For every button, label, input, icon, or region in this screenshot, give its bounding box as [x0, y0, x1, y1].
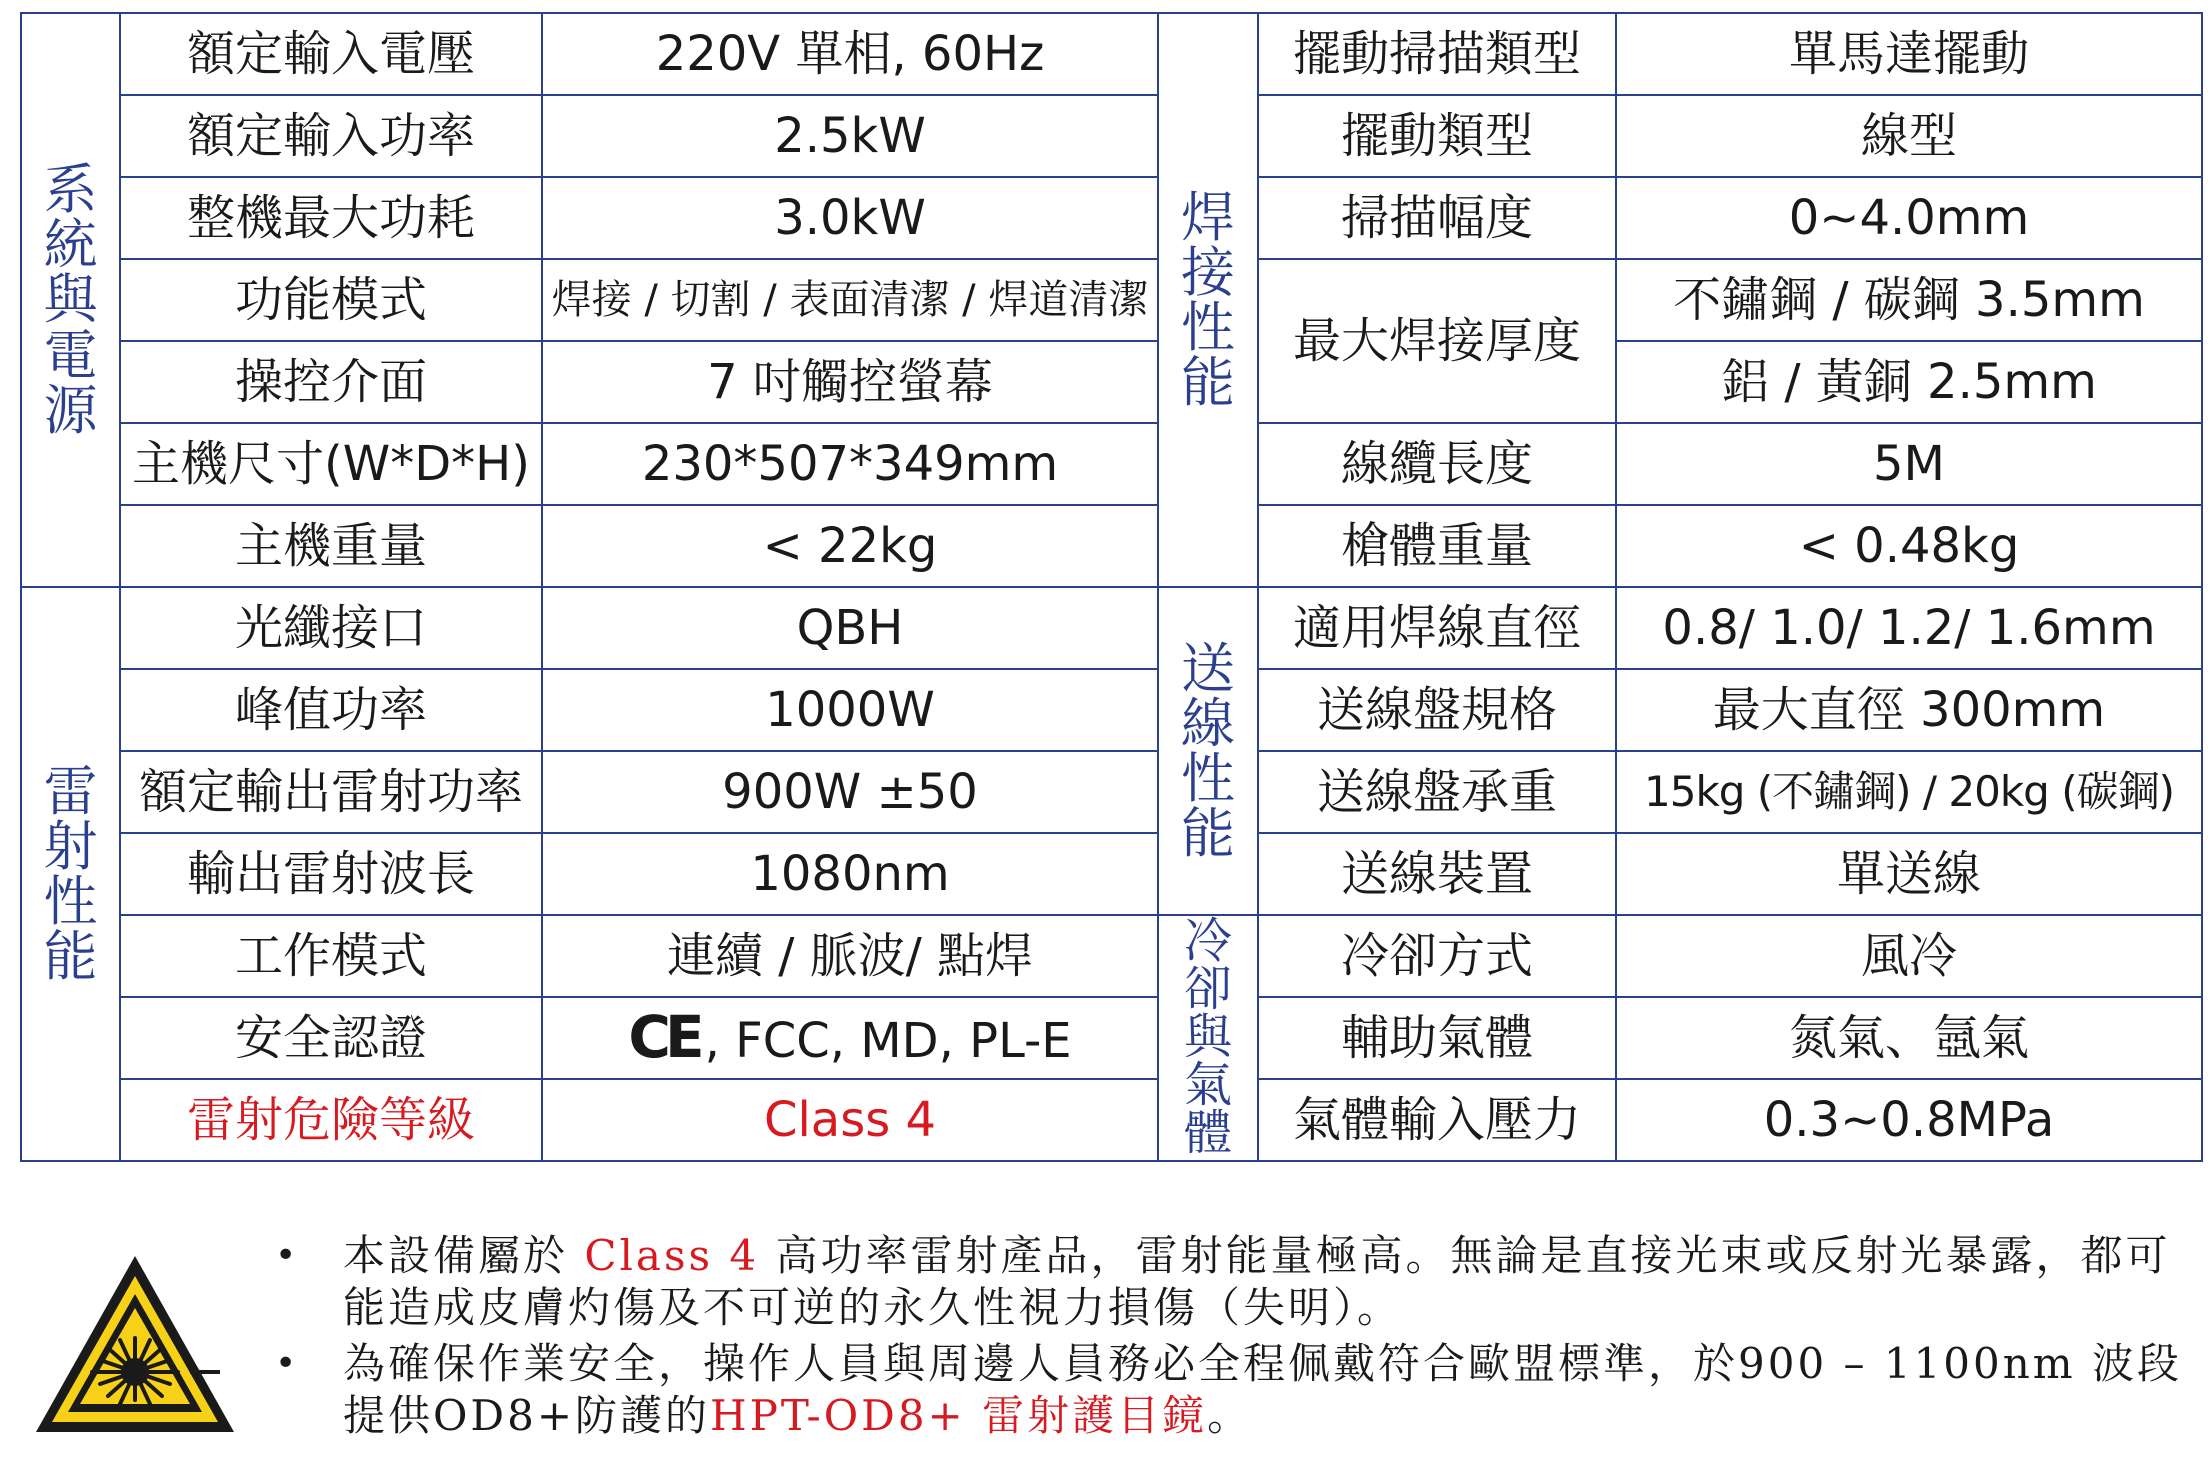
- spec-value: 3.0kW: [542, 177, 1158, 259]
- table-row: [21, 177, 2202, 259]
- spec-value: 風冷: [1616, 915, 2202, 997]
- spec-value: 鋁 / 黃銅 2.5mm: [1616, 341, 2202, 423]
- spec-label: 額定輸入功率: [120, 95, 542, 177]
- spec-value: 1000W: [542, 669, 1158, 751]
- spec-value: 焊接 / 切割 / 表面清潔 / 焊道清潔: [542, 259, 1158, 341]
- spec-value: 2.5kW: [542, 95, 1158, 177]
- spec-label: 輸出雷射波長: [120, 833, 542, 915]
- spec-value: 0~4.0mm: [1616, 177, 2202, 259]
- table-row: [21, 1079, 2202, 1161]
- spec-value: 0.3~0.8MPa: [1616, 1079, 2202, 1161]
- spec-value: < 22kg: [542, 505, 1158, 587]
- group-cooling: 冷卻與氣體: [1158, 915, 1258, 1161]
- spec-value: 氮氣、氬氣: [1616, 997, 2202, 1079]
- notes-list: [275, 1230, 2195, 1446]
- spec-label: 送線盤承重: [1258, 751, 1616, 833]
- note-item: [275, 1338, 2195, 1442]
- spec-label: 送線盤規格: [1258, 669, 1616, 751]
- spec-table: [20, 12, 2203, 1162]
- table-row: [21, 95, 2202, 177]
- spec-value: 不鏽鋼 / 碳鋼 3.5mm: [1616, 259, 2202, 341]
- note-highlight: HPT-OD8+ 雷射護目鏡: [710, 1391, 1208, 1440]
- bullet-icon: •: [275, 1343, 300, 1384]
- spec-value: 連續 / 脈波/ 點焊: [542, 915, 1158, 997]
- note-text: 。: [1207, 1391, 1253, 1440]
- bullet-icon: •: [275, 1235, 300, 1276]
- spec-label: 峰值功率: [120, 669, 542, 751]
- note-item: [275, 1230, 2195, 1334]
- table-row: [21, 13, 2202, 95]
- group-welding: 焊接性能: [1158, 13, 1258, 587]
- spec-label: 雷射危險等級: [120, 1079, 542, 1161]
- spec-label: 主機尺寸(W*D*H): [120, 423, 542, 505]
- table-row: [21, 423, 2202, 505]
- spec-label: 安全認證: [120, 997, 542, 1079]
- table-row: [21, 669, 2202, 751]
- table-row: [21, 751, 2202, 833]
- ce-mark: CE: [628, 1003, 699, 1072]
- spec-label: 光纖接口: [120, 587, 542, 669]
- table-row: [21, 341, 2202, 423]
- spec-value: 220V 單相, 60Hz: [542, 13, 1158, 95]
- spec-label: 額定輸出雷射功率: [120, 751, 542, 833]
- spec-label: 工作模式: [120, 915, 542, 997]
- spec-label: 送線裝置: [1258, 833, 1616, 915]
- table-row: [21, 915, 2202, 997]
- table-row: [21, 587, 2202, 669]
- spec-value: 單馬達擺動: [1616, 13, 2202, 95]
- spec-value: 5M: [1616, 423, 2202, 505]
- table-row: [21, 259, 2202, 341]
- spec-label: 額定輸入電壓: [120, 13, 542, 95]
- spec-value: 最大直徑 300mm: [1616, 669, 2202, 751]
- spec-label: 線纜長度: [1258, 423, 1616, 505]
- spec-value: 900W ±50: [542, 751, 1158, 833]
- spec-label: 擺動類型: [1258, 95, 1616, 177]
- spec-value: 0.8/ 1.0/ 1.2/ 1.6mm: [1616, 587, 2202, 669]
- table-row: [21, 505, 2202, 587]
- group-laser: 雷射性能: [21, 587, 120, 1161]
- spec-label: 最大焊接厚度: [1258, 259, 1616, 423]
- group-system: 系統與電源: [21, 13, 120, 587]
- spec-value: 1080nm: [542, 833, 1158, 915]
- spec-label: 槍體重量: [1258, 505, 1616, 587]
- table-row: [21, 997, 2202, 1079]
- spec-value: QBH: [542, 587, 1158, 669]
- note-text: 高功率雷射產品，雷射能量極高。無論是直接光束或反射光暴露，都可能造成皮膚灼傷及不可逆的永久性視力損傷（失明）。: [343, 1231, 2171, 1332]
- spec-value: 15kg (不鏽鋼) / 20kg (碳鋼): [1616, 751, 2202, 833]
- spec-label: 冷卻方式: [1258, 915, 1616, 997]
- spec-label: 氣體輸入壓力: [1258, 1079, 1616, 1161]
- spec-label: 整機最大功耗: [120, 177, 542, 259]
- spec-label: 適用焊線直徑: [1258, 587, 1616, 669]
- spec-value: Class 4: [542, 1079, 1158, 1161]
- certification-text: , FCC, MD, PL-E: [704, 1013, 1072, 1070]
- spec-label: 操控介面: [120, 341, 542, 423]
- group-wire-feed: 送線性能: [1158, 587, 1258, 915]
- table-row: [21, 833, 2202, 915]
- note-highlight: Class 4: [584, 1231, 760, 1280]
- spec-label: 掃描幅度: [1258, 177, 1616, 259]
- spec-value: 單送線: [1616, 833, 2202, 915]
- spec-label: 擺動掃描類型: [1258, 13, 1616, 95]
- spec-label: 主機重量: [120, 505, 542, 587]
- spec-value: 230*507*349mm: [542, 423, 1158, 505]
- spec-label: 輔助氣體: [1258, 997, 1616, 1079]
- spec-label: 功能模式: [120, 259, 542, 341]
- safety-notes: [20, 1230, 2200, 1460]
- note-text: 本設備屬於: [343, 1231, 585, 1280]
- spec-value: [542, 997, 1158, 1079]
- spec-value: 線型: [1616, 95, 2202, 177]
- laser-warning-icon: [30, 1250, 240, 1440]
- note-text: 為確保作業安全，操作人員與周邊人員務必全程佩戴符合歐盟標準，於900 – 1100nm 波段提供OD8+防護的: [343, 1339, 2182, 1440]
- spec-value: < 0.48kg: [1616, 505, 2202, 587]
- spec-value: 7 吋觸控螢幕: [542, 341, 1158, 423]
